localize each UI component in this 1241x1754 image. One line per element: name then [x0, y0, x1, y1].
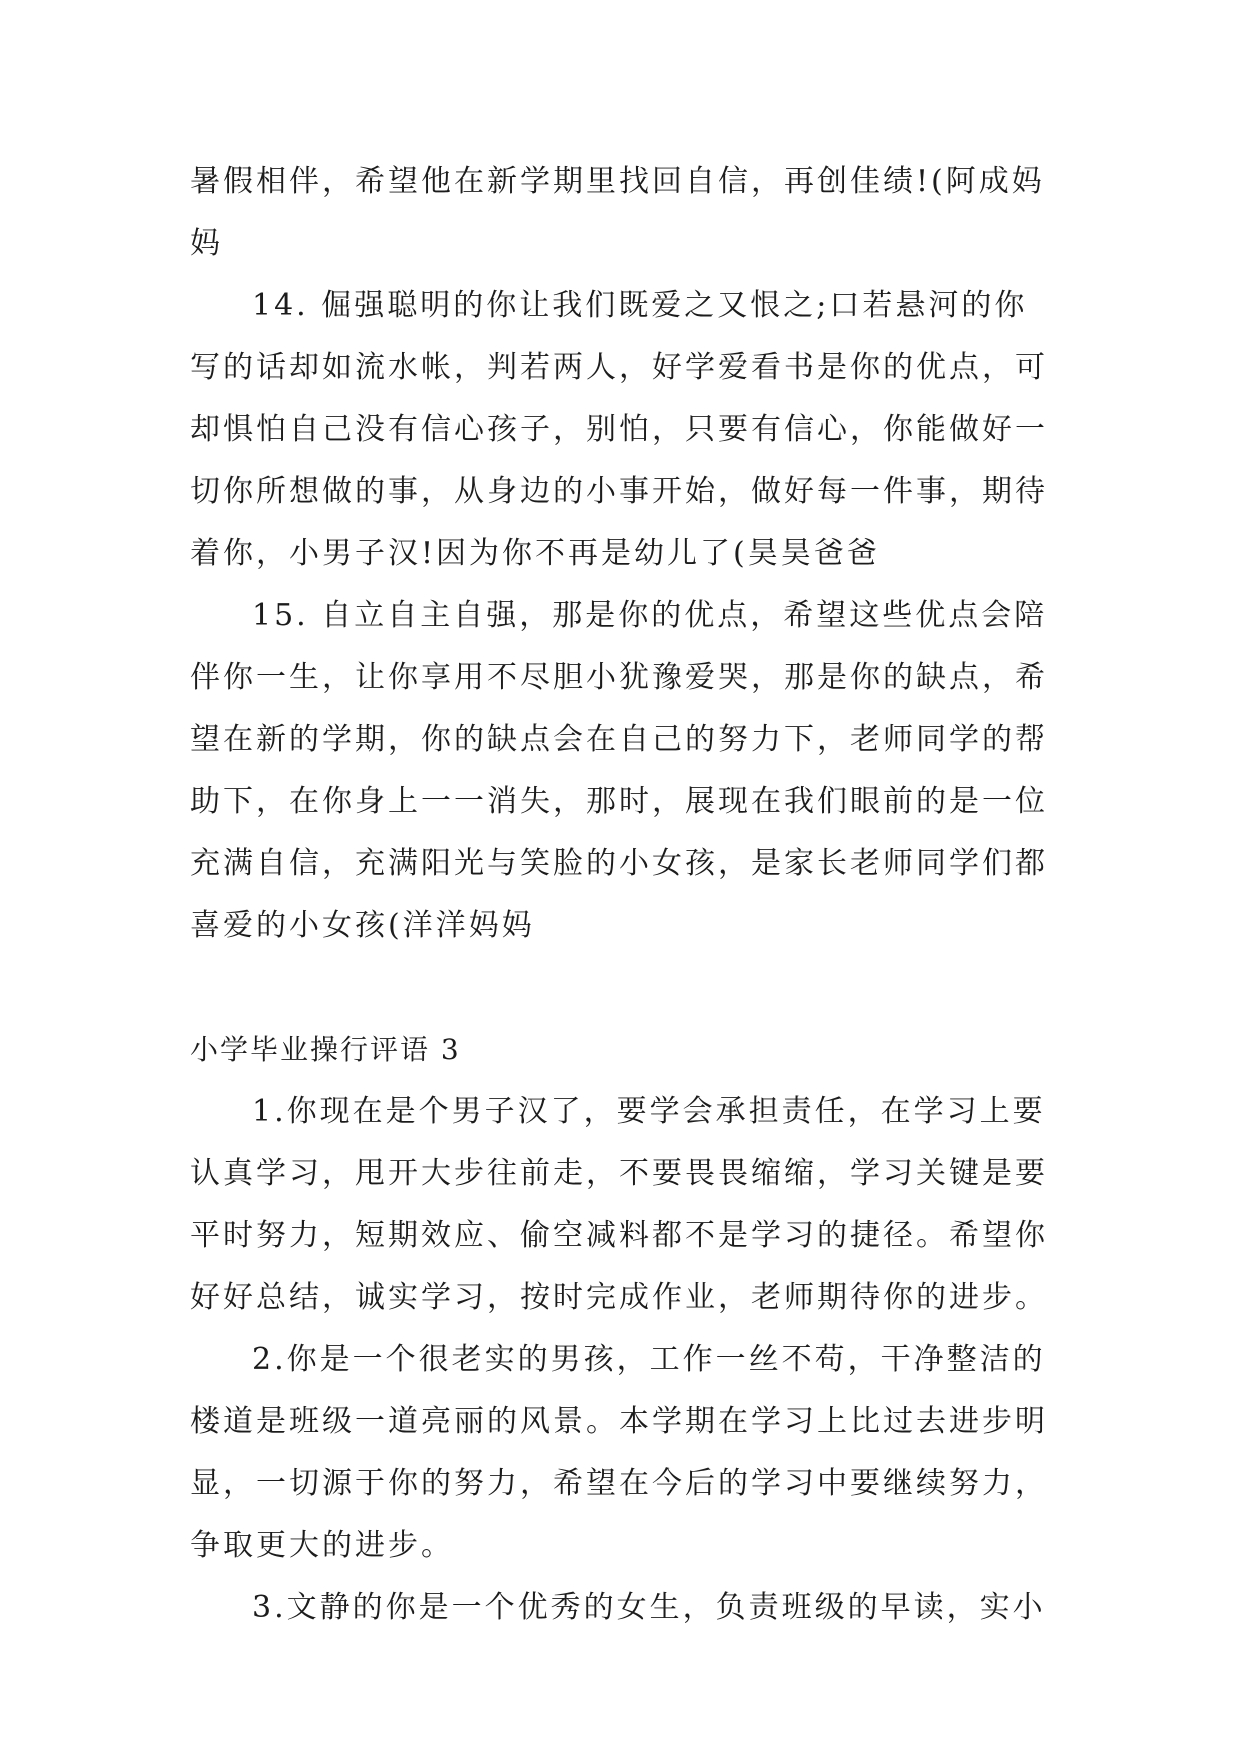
text-line: 14. 倔强聪明的你让我们既爱之又恨之;口若悬河的你 [252, 288, 1028, 323]
text-line: 切你所想做的事，从身边的小事开始，做好每一件事，期待 [190, 474, 1048, 509]
section-title: 小学毕业操行评语 3 [190, 1033, 461, 1066]
text-line: 妈 [190, 226, 223, 261]
text-line: 助下，在你身上一一消失，那时，展现在我们眼前的是一位 [190, 784, 1048, 819]
text-line: 认真学习，甩开大步往前走，不要畏畏缩缩，学习关键是要 [190, 1156, 1048, 1191]
text-line: 3.文静的你是一个优秀的女生，负责班级的早读，实小 [252, 1590, 1046, 1625]
section-paragraph-1 [190, 1090, 1050, 1338]
text-line: 写的话却如流水帐，判若两人，好学爱看书是你的优点，可 [190, 350, 1048, 385]
text-line: 显，一切源于你的努力，希望在今后的学习中要继续努力， [190, 1466, 1048, 1501]
text-line: 却惧怕自己没有信心孩子，别怕，只要有信心，你能做好一 [190, 412, 1048, 447]
text-line: 争取更大的进步。 [190, 1528, 454, 1563]
paragraph-13-continued [190, 160, 1050, 284]
text-line: 楼道是班级一道亮丽的风景。本学期在学习上比过去进步明 [190, 1404, 1048, 1439]
text-line: 1.你现在是个男子汉了，要学会承担责任，在学习上要 [252, 1094, 1046, 1129]
text-line: 伴你一生，让你享用不尽胆小犹豫爱哭，那是你的缺点，希 [190, 660, 1048, 695]
text-line: 着你，小男子汉!因为你不再是幼儿了(昊昊爸爸 [190, 536, 880, 571]
text-line: 平时努力，短期效应、偷空减料都不是学习的捷径。希望你 [190, 1218, 1048, 1253]
text-line: 暑假相伴，希望他在新学期里找回自信，再创佳绩!(阿成妈 [190, 164, 1045, 199]
document-page [190, 160, 1050, 1648]
section-paragraph-2 [190, 1338, 1050, 1586]
text-line: 2.你是一个很老实的男孩，工作一丝不苟，干净整洁的 [252, 1342, 1046, 1377]
text-line: 充满自信，充满阳光与笑脸的小女孩，是家长老师同学们都 [190, 846, 1048, 881]
text-line: 喜爱的小女孩(洋洋妈妈 [190, 908, 535, 943]
paragraph-14 [190, 284, 1050, 594]
paragraph-15 [190, 594, 1050, 966]
text-line: 好好总结，诚实学习，按时完成作业，老师期待你的进步。 [190, 1280, 1048, 1315]
text-line: 望在新的学期，你的缺点会在自己的努力下，老师同学的帮 [190, 722, 1048, 757]
text-line: 15. 自立自主自强，那是你的优点，希望这些优点会陪 [252, 598, 1048, 633]
section-paragraph-3 [190, 1586, 1050, 1648]
